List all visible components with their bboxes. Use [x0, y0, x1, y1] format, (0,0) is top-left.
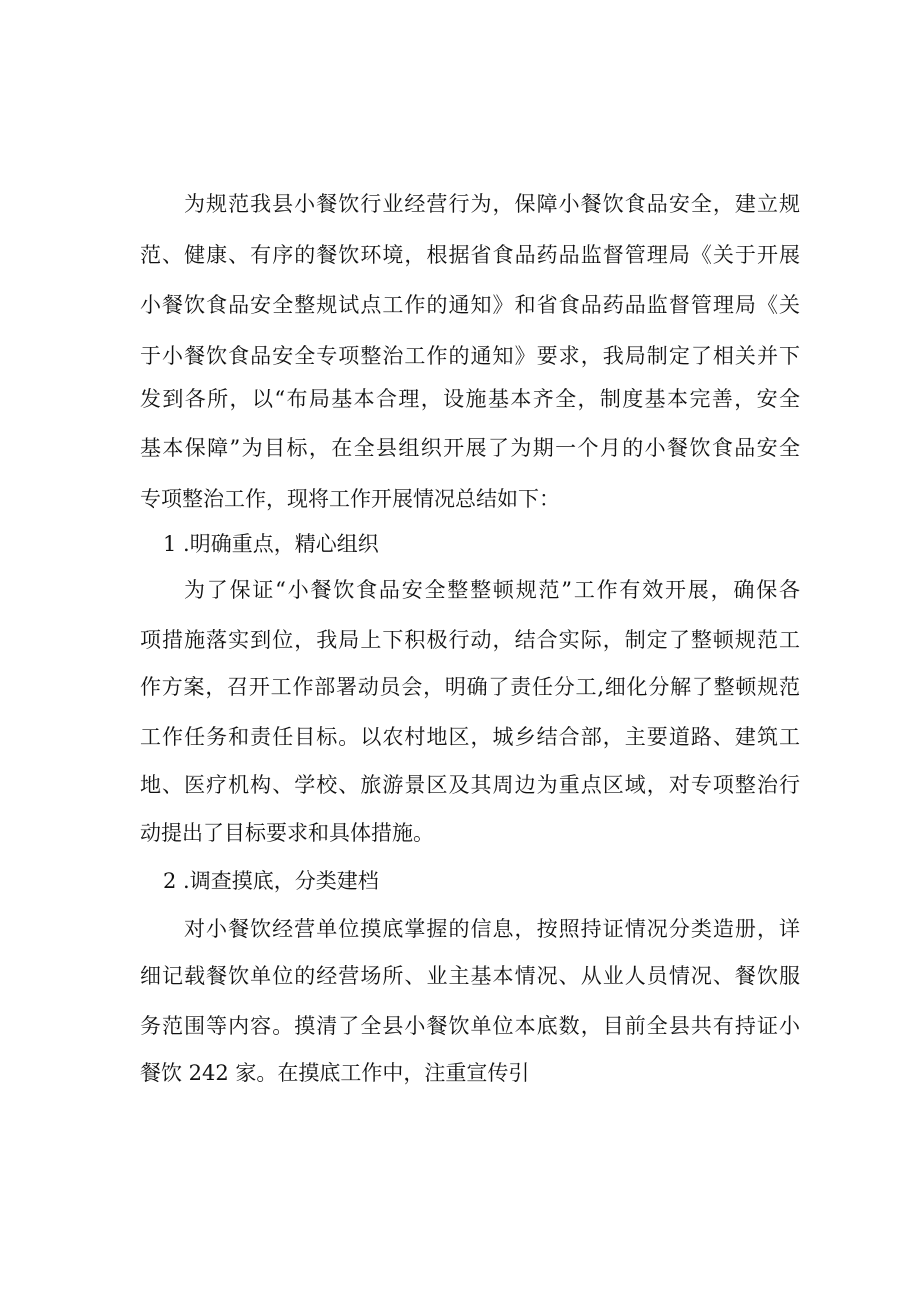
paragraph-3-line-4: 餐饮 242 家。在摸底工作中，注重宣传引: [140, 1061, 530, 1085]
paragraph-2-line-5: 地、医疗机构、学校、旅游景区及其周边为重点区域，对专项整治行: [140, 773, 800, 797]
paragraph-1-line-6: 基本保障”为目标，在全县组织开展了为期一个月的小餐饮食品安全: [140, 436, 800, 460]
paragraph-1-line-7: 专项整治工作，现将工作开展情况总结如下：: [140, 487, 560, 511]
section-heading-1: 1 .明确重点，精心组织: [163, 532, 379, 556]
paragraph-2-line-3: 作方案，召开工作部署动员会，明确了责任分工,细化分解了整顿规范: [140, 675, 800, 699]
paragraph-3-line-1: 对小餐饮经营单位摸底掌握的信息，按照持证情况分类造册，详: [184, 917, 800, 941]
paragraph-1-line-5: 发到各所，以“布局基本合理，设施基本齐全，制度基本完善，安全: [140, 387, 800, 411]
paragraph-3-line-3: 务范围等内容。摸清了全县小餐饮单位本底数，目前全县共有持证小: [140, 1014, 800, 1038]
paragraph-1-line-1: 为规范我县小餐饮行业经营行为，保障小餐饮食品安全，建立规: [184, 192, 800, 216]
paragraph-1-line-3: 小餐饮食品安全整规试点工作的通知》和省食品药品监督管理局《关: [140, 293, 800, 317]
paragraph-2-line-2: 项措施落实到位，我局上下积极行动，结合实际，制定了整顿规范工: [140, 628, 800, 652]
paragraph-1-line-2: 范、健康、有序的餐饮环境，根据省食品药品监督管理局《关于开展: [140, 243, 800, 267]
paragraph-2-line-6: 动提出了目标要求和具体措施。: [140, 821, 434, 845]
paragraph-2-line-1: 为了保证“小餐饮食品安全整整顿规范”工作有效开展，确保各: [184, 578, 800, 602]
paragraph-1-line-4: 于小餐饮食品安全专项整治工作的通知》要求，我局制定了相关并下: [140, 344, 800, 368]
paragraph-3-line-2: 细记载餐饮单位的经营场所、业主基本情况、从业人员情况、餐饮服: [140, 964, 800, 988]
paragraph-2-line-4: 工作任务和责任目标。以农村地区，城乡结合部，主要道路、建筑工: [140, 725, 800, 749]
section-heading-2: 2 .调查摸底，分类建档: [163, 869, 379, 893]
